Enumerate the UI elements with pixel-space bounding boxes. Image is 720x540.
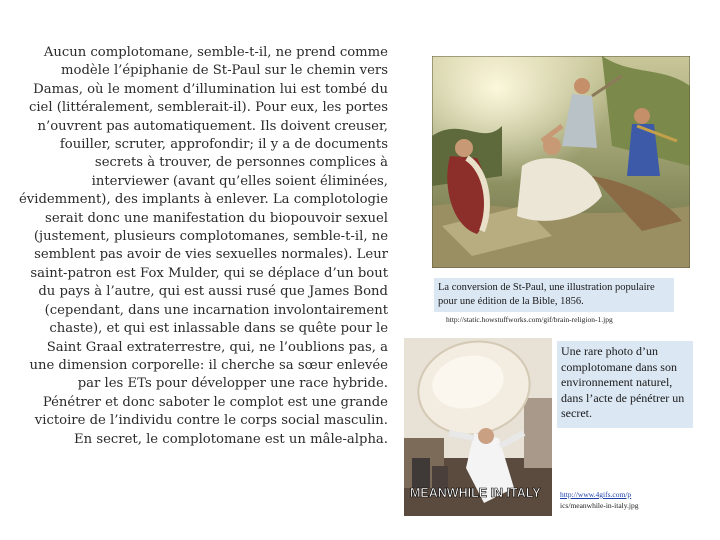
article-body-text: Aucun complotomane, semble-t-il, ne prend comme modèle l’épiphanie de St-Paul sur le chemin vers Damas, où le moment d’illumination lui est tombé du ciel (littéralement, semblerait-il). Pour eux, les portes n’ouvrent pas automatiquement. Ils doivent creuser, fouiller, scruter, approfondir; il y a de documents secrets à trouver, de personnes complices à interviewer (avant qu’elles soient éliminées, évidemment), des implants à enlever. La complotologie serait donc une manifestation du biopouvoir sexuel (justement, plusieurs complotomanes, semble-t-il, ne semblent pas avoir de vies sexuelles normales). Leur saint-patron est Fox Mulder, qui se déplace d’un bout du pays à l’autre, qui est aussi rusé que James Bond (cependant, dans une incarnation involontairement chaste), et qui est inlassable dans se quête pour le Saint Graal extraterrestre, qui, ne l’oublions pas, a une dimension corporelle: il cherche sa sœur enlevée par les ETs pour développer une race hybride. Pénétrer et donc saboter le complot est une grande victoire de l’individu contre le corps social masculin. En secret, le complotomane est un mâle-alpha. <box>18 45 388 447</box>
conversion-of-st-paul-illustration <box>432 56 690 268</box>
meme-overlay-text: MEANWHILE IN ITALY <box>410 486 541 500</box>
illustration-source-url: http://static.howstuffworks.com/gif/brain-religion-1.jpg <box>446 315 613 324</box>
pizza-dough-photo <box>404 338 552 516</box>
photo-source-url <box>560 489 680 511</box>
meanwhile-in-italy-photo <box>404 338 552 516</box>
photo-source-link[interactable]: http://www.4gifs.com/p <box>560 490 632 499</box>
st-paul-painting <box>432 56 690 268</box>
photo-caption: Une rare photo d’un complotomane dans son environnement naturel, dans l’acte de pénétrer un secret. <box>557 341 693 428</box>
illustration-caption: La conversion de St-Paul, une illustration populaire pour une édition de la Bible, 1856. <box>434 278 674 312</box>
photo-source-url-rest: ics/meanwhile-in-italy.jpg <box>560 501 639 510</box>
